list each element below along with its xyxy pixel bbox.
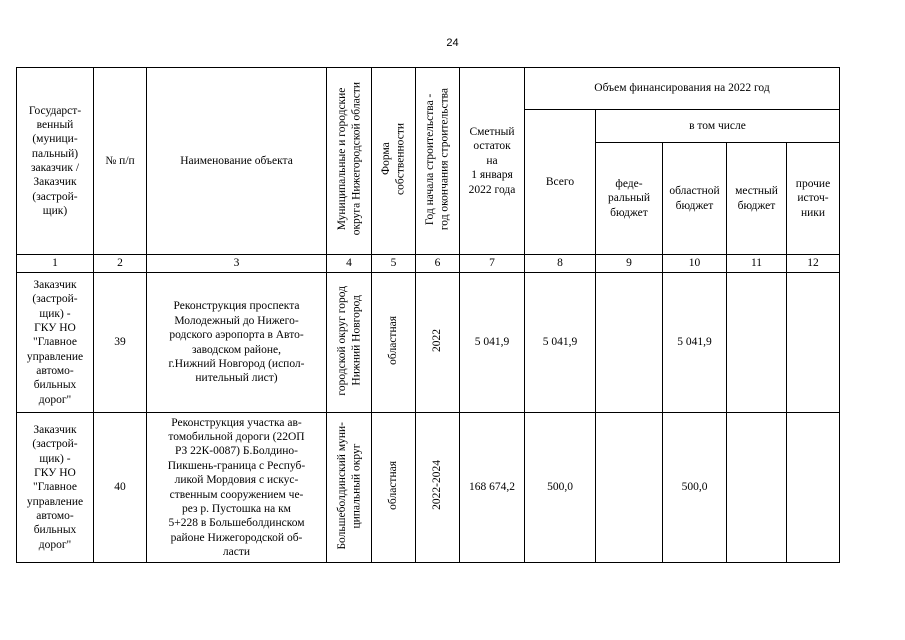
row-customer: Заказчик (застрой- щик) - ГКУ НО "Главное управление автомо- бильных дорог"	[17, 413, 94, 563]
row-number: 40	[94, 413, 147, 563]
column-number: 1	[17, 255, 94, 273]
header-funding-group: Объем финансирования на 2022 год	[525, 68, 840, 110]
column-number: 3	[147, 255, 327, 273]
row-district	[327, 273, 372, 413]
header-years	[416, 68, 460, 255]
header-object-name: Наименование объекта	[147, 68, 327, 255]
column-number: 4	[327, 255, 372, 273]
header-district	[327, 68, 372, 255]
header-other: прочие источ- ники	[787, 143, 840, 255]
financing-table	[16, 67, 840, 563]
header-customer: Государст- венный (муници- пальный) заказчик / Заказчик (застрой- щик)	[17, 68, 94, 255]
header-estimate: Сметный остаток на 1 января 2022 года	[460, 68, 525, 255]
row-district-text: городской округ город Нижний Новгород	[335, 285, 362, 396]
row-years-text: 2022	[431, 328, 444, 352]
header-ownership	[372, 68, 416, 255]
column-number: 2	[94, 255, 147, 273]
header-total: Всего	[525, 110, 596, 255]
row-district	[327, 413, 372, 563]
row-ownership-text: областная	[387, 315, 400, 365]
header-local: местный бюджет	[727, 143, 787, 255]
row-total: 500,0	[525, 413, 596, 563]
row-years	[416, 413, 460, 563]
row-total: 5 041,9	[525, 273, 596, 413]
page-number: 24	[446, 37, 459, 49]
header-federal: феде- ральный бюджет	[596, 143, 663, 255]
row-district-text: Большеболдинский муни- ципальный округ	[335, 421, 362, 550]
column-number: 5	[372, 255, 416, 273]
column-number: 8	[525, 255, 596, 273]
header-regional: областной бюджет	[663, 143, 727, 255]
row-years-text: 2022-2024	[431, 460, 444, 511]
row-customer: Заказчик (застрой- щик) - ГКУ НО "Главное управление автомо- бильных дорог"	[17, 273, 94, 413]
column-number: 12	[787, 255, 840, 273]
row-years	[416, 273, 460, 413]
header-number: № п/п	[94, 68, 147, 255]
row-estimate: 168 674,2	[460, 413, 525, 563]
row-object-name: Реконструкция проспекта Молодежный до Нижего- родского аэропорта в Авто- заводском районе, г.Нижний Новгород (испол- нительный лист)	[147, 273, 327, 413]
row-federal	[596, 413, 663, 563]
column-number: 9	[596, 255, 663, 273]
column-number: 11	[727, 255, 787, 273]
row-regional: 5 041,9	[663, 273, 727, 413]
row-ownership	[372, 273, 416, 413]
row-estimate: 5 041,9	[460, 273, 525, 413]
table-row	[17, 413, 840, 563]
column-number: 10	[663, 255, 727, 273]
row-number: 39	[94, 273, 147, 413]
row-ownership-text: областная	[387, 460, 400, 510]
row-ownership	[372, 413, 416, 563]
row-regional: 500,0	[663, 413, 727, 563]
row-other	[787, 273, 840, 413]
header-including: в том числе	[596, 110, 840, 143]
column-number: 7	[460, 255, 525, 273]
header-ownership-text: Форма собственности	[380, 122, 407, 195]
row-local	[727, 273, 787, 413]
header-district-text: Муниципальные и городские округа Нижегородской области	[335, 82, 362, 236]
row-federal	[596, 273, 663, 413]
header-years-text: Год начала строительства - год окончания строительства	[424, 87, 451, 230]
row-object-name: Реконструкция участка ав- томобильной дороги (22ОП РЗ 22К-0087) Б.Болдино- Пикшень-граница с Респуб- ликой Мордовия с искус- ственным сооружением че- рез р. Пустошка на км 5+228 в Большеболдинском районе Нижегородской об- ласти	[147, 413, 327, 563]
row-local	[727, 413, 787, 563]
table-row	[17, 273, 840, 413]
column-number: 6	[416, 255, 460, 273]
row-other	[787, 413, 840, 563]
